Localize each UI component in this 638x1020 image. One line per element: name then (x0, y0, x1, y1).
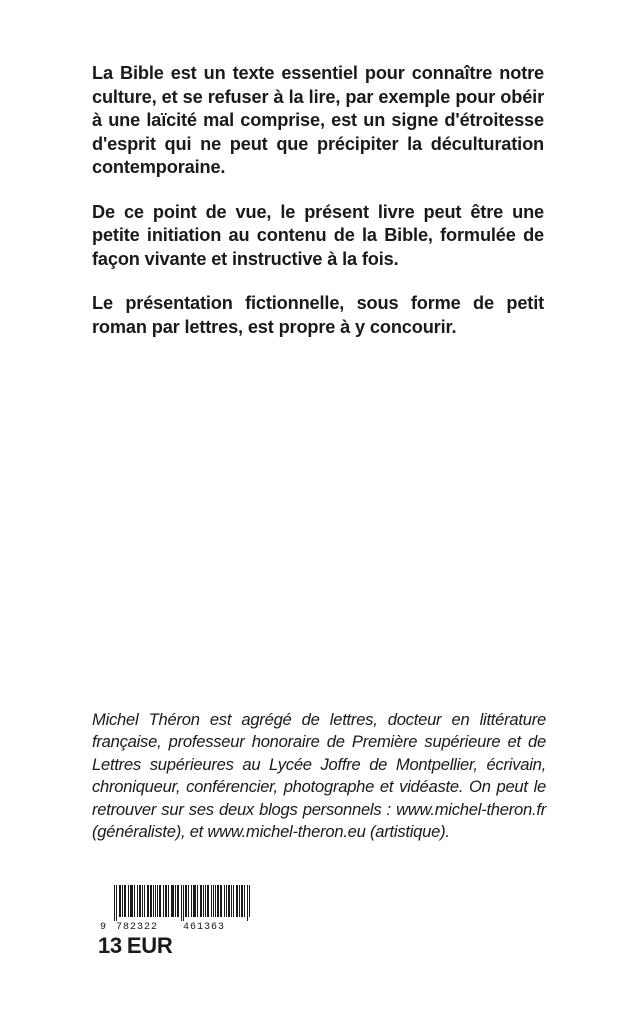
barcode-bar (171, 885, 172, 917)
barcode-bar (185, 885, 186, 917)
barcode-bar (122, 885, 123, 917)
barcode-bar (213, 885, 214, 917)
barcode-bar (116, 885, 117, 921)
barcode-bar (249, 885, 250, 917)
barcode-bar (147, 885, 148, 917)
isbn-barcode (100, 885, 250, 931)
barcode-bar (153, 885, 154, 917)
barcode-bar (114, 885, 115, 921)
barcode-bar (241, 885, 242, 917)
barcode-bar (119, 885, 120, 917)
barcode-bar (124, 885, 125, 917)
barcode-bar (237, 885, 238, 917)
barcode-bar (142, 885, 143, 917)
barcode-bar (172, 885, 173, 917)
barcode-bar (148, 885, 149, 917)
barcode-bar (229, 885, 230, 917)
barcode-bar (168, 885, 169, 917)
barcode-bar (191, 885, 192, 917)
barcode-bar (208, 885, 209, 917)
price-amount: 13 (98, 933, 122, 958)
barcode-bar (224, 885, 225, 917)
barcode-bar (197, 885, 198, 917)
barcode-bar (166, 885, 167, 917)
barcode-bar (134, 885, 135, 917)
barcode-bar (160, 885, 161, 917)
barcode-bar (201, 885, 202, 917)
barcode-bar (218, 885, 219, 917)
barcode-bar (125, 885, 126, 917)
barcode-bar (220, 885, 221, 917)
barcode-bar (226, 885, 227, 917)
barcode-bar (159, 885, 160, 917)
barcode-bar (205, 885, 206, 917)
barcode-bar (239, 885, 240, 917)
blurb-paragraph-1: La Bible est un texte essentiel pour connaître notre culture, et se refuser à la lire, par exemple pour obéir à une laïcité mal comprise, est un signe d'étroitesse d'esprit qui ne peut que précipiter la déculturation contemporaine. (92, 63, 544, 177)
barcode-bar (215, 885, 216, 917)
barcode-bar (163, 885, 164, 917)
barcode-bar (217, 885, 218, 917)
barcode-bar (175, 885, 176, 917)
barcode-bar (130, 885, 131, 917)
barcode-bar (155, 885, 156, 917)
barcode-bar (200, 885, 201, 917)
barcode-bars (114, 885, 250, 921)
barcode-bar (151, 885, 152, 917)
barcode-bar (183, 885, 184, 921)
barcode-bar (120, 885, 121, 917)
back-cover-blurb (92, 62, 544, 360)
barcode-bar (233, 885, 234, 917)
barcode-bar (177, 885, 178, 917)
barcode-bar (247, 885, 248, 921)
price-currency: EUR (126, 933, 173, 958)
barcode-bar (178, 885, 179, 917)
barcode-lead-digit: 9 (100, 922, 107, 931)
barcode-bar (165, 885, 166, 917)
barcode-bar (157, 885, 158, 917)
barcode-bar (221, 885, 222, 917)
barcode-bar (194, 885, 195, 917)
author-bio: Michel Théron est agrégé de lettres, docteur en littérature française, professeur honoraire de Première supérieure et de Lettres supérieures au Lycée Joffre de Montpellier, écrivain, chroniqueur, conférencier, photographe et vidéaste. On peut le retrouver sur ses deux blogs personnels : www.michel-theron.fr (généraliste), et www.michel-theron.eu (artistique). (92, 710, 546, 842)
barcode-bar (132, 885, 133, 917)
barcode-bar (128, 885, 129, 917)
barcode-bar (150, 885, 151, 917)
barcode-bar (193, 885, 194, 917)
barcode-bar (140, 885, 141, 917)
barcode-bar (207, 885, 208, 917)
price (98, 933, 172, 959)
barcode-bar (131, 885, 132, 917)
barcode-bar (242, 885, 243, 917)
barcode-bar (211, 885, 212, 917)
barcode-bar (244, 885, 245, 917)
barcode-right-digits: 461363 (183, 922, 226, 931)
barcode-bar (203, 885, 204, 917)
barcode-bar (137, 885, 138, 917)
barcode-graphic (100, 885, 250, 931)
blurb-paragraph-3: Le présentation fictionnelle, sous forme de petit roman par lettres, est propre à y concourir. (92, 293, 544, 337)
barcode-bar (139, 885, 140, 917)
blurb-paragraph-2: De ce point de vue, le présent livre peut être une petite initiation au contenu de la Bible, formulée de façon vivante et instructive à la fois. (92, 201, 544, 269)
barcode-left-digits: 782322 (116, 922, 159, 931)
barcode-bar (228, 885, 229, 917)
barcode-bar (144, 885, 145, 917)
barcode-bar (186, 885, 187, 917)
barcode-bar (231, 885, 232, 917)
barcode-bar (188, 885, 189, 917)
barcode-bar (181, 885, 182, 921)
barcode-bar (173, 885, 174, 917)
barcode-bar (236, 885, 237, 917)
barcode-bar (195, 885, 196, 917)
